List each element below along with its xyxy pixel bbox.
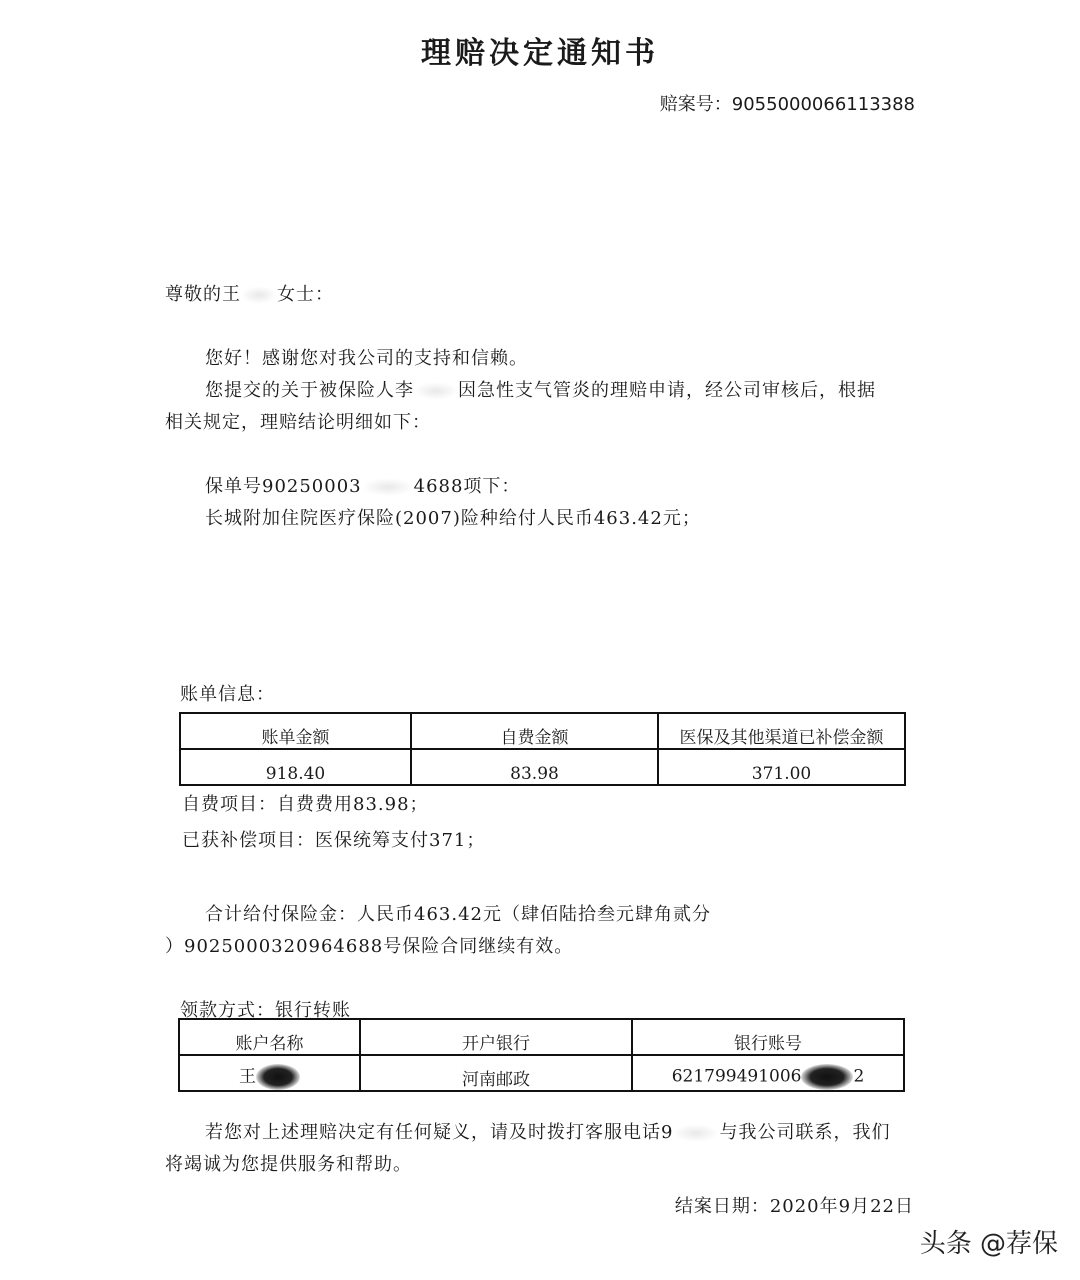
claim-number-value: 9055000066113388 — [731, 94, 915, 115]
compensated-amount: 371.00 — [658, 749, 905, 785]
contact-part-1: 若您对上述理赔决定有任何疑义，请及时拨打客服电话9 — [205, 1122, 674, 1143]
account-header-cell: 开户银行 — [360, 1019, 632, 1055]
salutation — [165, 280, 334, 306]
claim-number-label: 赔案号： — [659, 94, 732, 115]
table-row — [179, 1055, 904, 1091]
document-title: 理赔决定通知书 — [421, 36, 659, 71]
account-number-prefix: 621799491006 — [671, 1066, 802, 1087]
redaction-blur — [673, 1124, 719, 1142]
intro-part-1: 您提交的关于被保险人李 — [205, 380, 414, 401]
redaction-blur — [414, 382, 458, 400]
self-pay-items: 自费项目：自费费用83.98； — [182, 794, 429, 815]
table-header-row — [180, 713, 905, 749]
bill-header-cell: 账单金额 — [180, 713, 411, 749]
claim-number — [660, 90, 915, 116]
contact-part-2: 与我公司联系，我们 — [719, 1122, 891, 1143]
coverage-line: 长城附加住院医疗保险(2007)险种给付人民币463.42元； — [205, 508, 701, 529]
total-line-2: ）9025000320964688号保险合同继续有效。 — [165, 936, 574, 957]
table-header-row — [179, 1019, 904, 1055]
account-header-cell: 银行账号 — [632, 1019, 904, 1055]
bank-account-number — [632, 1055, 904, 1091]
bill-info-label: 账单信息： — [180, 684, 275, 705]
account-table — [178, 1018, 905, 1092]
account-number-suffix: 2 — [853, 1066, 865, 1087]
greeting: 您好！感谢您对我公司的支持和信赖。 — [205, 348, 528, 369]
account-name — [179, 1055, 360, 1091]
payment-method: 领款方式：银行转账 — [180, 1000, 351, 1021]
bill-table — [179, 712, 906, 786]
policy-suffix: 4688项下： — [413, 476, 521, 497]
redaction-blot — [801, 1064, 853, 1090]
intro-line-2: 相关规定，理赔结论明细如下： — [165, 412, 431, 433]
account-header-cell: 账户名称 — [179, 1019, 360, 1055]
redaction-blur — [362, 478, 414, 496]
self-pay-amount: 83.98 — [411, 749, 658, 785]
bill-header-cell: 医保及其他渠道已补偿金额 — [658, 713, 905, 749]
account-name-text: 王 — [239, 1066, 256, 1087]
bill-header-cell: 自费金额 — [411, 713, 658, 749]
bank-name: 河南邮政 — [360, 1055, 632, 1091]
contact-line-2: 将竭诚为您提供服务和帮助。 — [165, 1154, 412, 1175]
intro-line-1 — [205, 376, 876, 402]
watermark: 头条 @荐保 — [919, 1229, 1058, 1259]
compensated-items: 已获补偿项目：医保统筹支付371； — [182, 830, 486, 851]
salutation-prefix: 尊敬的王 — [165, 284, 241, 305]
redaction-blot — [256, 1064, 300, 1090]
redaction-blur — [241, 286, 277, 304]
bill-amount: 918.40 — [180, 749, 411, 785]
salutation-suffix: 女士： — [277, 284, 334, 305]
close-date: 结案日期：2020年9月22日 — [674, 1196, 914, 1217]
total-line-1: 合计给付保险金：人民币463.42元（肆佰陆拾叁元肆角贰分 — [205, 904, 711, 925]
policy-prefix: 保单号90250003 — [205, 476, 362, 497]
intro-part-2: 因急性支气管炎的理赔申请，经公司审核后，根据 — [458, 380, 876, 401]
contact-line-1 — [205, 1118, 890, 1144]
table-row — [180, 749, 905, 785]
policy-line — [205, 472, 520, 498]
